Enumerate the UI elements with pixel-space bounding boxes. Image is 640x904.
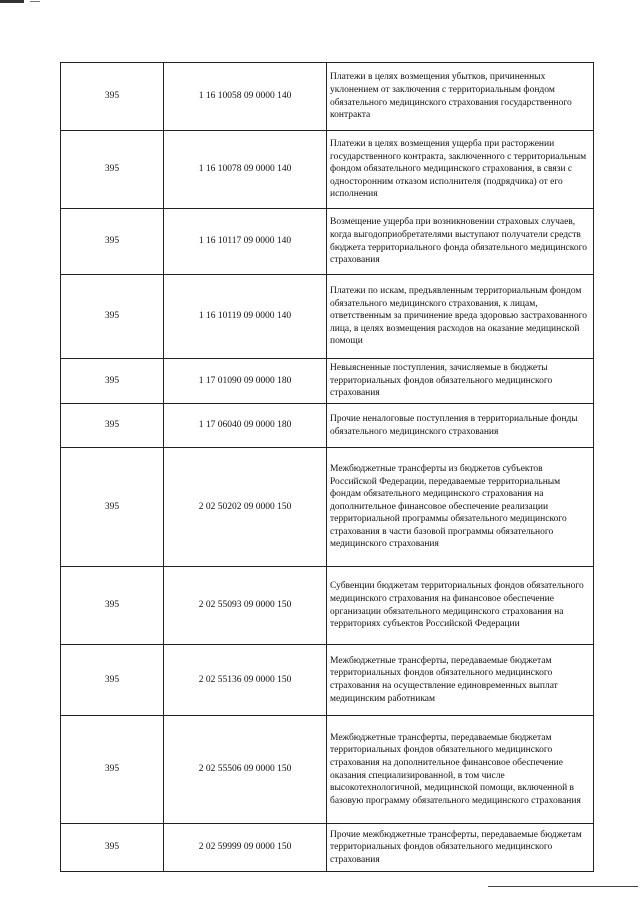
table-row [61, 716, 594, 824]
admin-code-cell: 395 [61, 275, 164, 359]
revenue-name-cell: Межбюджетные трансферты, передаваемые бюджетам территориальных фондов обязательного медицинского страхования на дополнительное финансовое обеспечение оказания специализированной, в том числе высокотехнологичной, медицинской помощи, включенной в базовую программу обязательного медицинского страхования [327, 716, 594, 824]
budget-codes-table [60, 62, 594, 872]
table-row [61, 63, 594, 131]
revenue-name-cell: Платежи в целях возмещения убытков, причиненных уклонением от заключения с территориальным фондом обязательного медицинского страхования государственного контракта [327, 63, 594, 131]
table-row [61, 131, 594, 209]
budget-code-cell: 2 02 55136 09 0000 150 [164, 645, 327, 716]
page-bottom-rule [488, 886, 638, 887]
admin-code-cell: 395 [61, 824, 164, 872]
table-row [61, 359, 594, 404]
revenue-name-cell: Возмещение ущерба при возникновении страховых случаев, когда выгодоприобретателями выступают получатели средств бюджета территориального фонда обязательного медицинского страхования [327, 209, 594, 275]
budget-code-cell: 1 16 10078 09 0000 140 [164, 131, 327, 209]
revenue-name-cell: Субвенции бюджетам территориальных фондов обязательного медицинского страхования на финансовое обеспечение организации обязательного медицинского страхования на территориях субъектов Российской Федерации [327, 567, 594, 645]
table-row [61, 645, 594, 716]
revenue-name-cell: Невыясненные поступления, зачисляемые в бюджеты территориальных фондов обязательного медицинского страхования [327, 359, 594, 404]
revenue-name-cell: Прочие межбюджетные трансферты, передаваемые бюджетам территориальных фондов обязательного медицинского страхования [327, 824, 594, 872]
budget-code-cell: 2 02 50202 09 0000 150 [164, 448, 327, 567]
admin-code-cell: 395 [61, 209, 164, 275]
scan-artifact-mark [0, 0, 24, 3]
scan-artifact-mark [30, 1, 40, 2]
table-row [61, 567, 594, 645]
revenue-name-cell: Межбюджетные трансферты, передаваемые бюджетам территориальных фондов обязательного медицинского страхования на осуществление единовременных выплат медицинским работникам [327, 645, 594, 716]
table-row [61, 448, 594, 567]
revenue-name-cell: Прочие неналоговые поступления в территориальные фонды обязательного медицинского страхования [327, 404, 594, 448]
budget-code-cell: 1 17 01090 09 0000 180 [164, 359, 327, 404]
revenue-name-cell: Платежи в целях возмещения ущерба при расторжении государственного контракта, заключенного с территориальным фондом обязательного медицинского страхования, в связи с односторонним отказом исполнителя (подрядчика) от его исполнения [327, 131, 594, 209]
admin-code-cell: 395 [61, 645, 164, 716]
budget-code-cell: 2 02 59999 09 0000 150 [164, 824, 327, 872]
table-row [61, 275, 594, 359]
table-row [61, 209, 594, 275]
table-row [61, 404, 594, 448]
admin-code-cell: 395 [61, 448, 164, 567]
table-row [61, 824, 594, 872]
budget-code-cell: 1 17 06040 09 0000 180 [164, 404, 327, 448]
revenue-name-cell: Межбюджетные трансферты из бюджетов субъектов Российской Федерации, передаваемые территориальным фондам обязательного медицинского страхования на дополнительное финансовое обеспечение реализации территориальной программы обязательного медицинского страхования в части базовой программы обязательного медицинского страхования [327, 448, 594, 567]
budget-code-cell: 1 16 10117 09 0000 140 [164, 209, 327, 275]
admin-code-cell: 395 [61, 131, 164, 209]
revenue-name-cell: Платежи по искам, предъявленным территориальным фондом обязательного медицинского страхования, к лицам, ответственным за причинение вреда здоровью застрахованного лица, в целях возмещения расходов на оказание медицинской помощи [327, 275, 594, 359]
admin-code-cell: 395 [61, 63, 164, 131]
budget-code-cell: 1 16 10058 09 0000 140 [164, 63, 327, 131]
admin-code-cell: 395 [61, 359, 164, 404]
admin-code-cell: 395 [61, 716, 164, 824]
budget-code-cell: 2 02 55506 09 0000 150 [164, 716, 327, 824]
admin-code-cell: 395 [61, 567, 164, 645]
budget-code-cell: 2 02 55093 09 0000 150 [164, 567, 327, 645]
budget-code-cell: 1 16 10119 09 0000 140 [164, 275, 327, 359]
admin-code-cell: 395 [61, 404, 164, 448]
